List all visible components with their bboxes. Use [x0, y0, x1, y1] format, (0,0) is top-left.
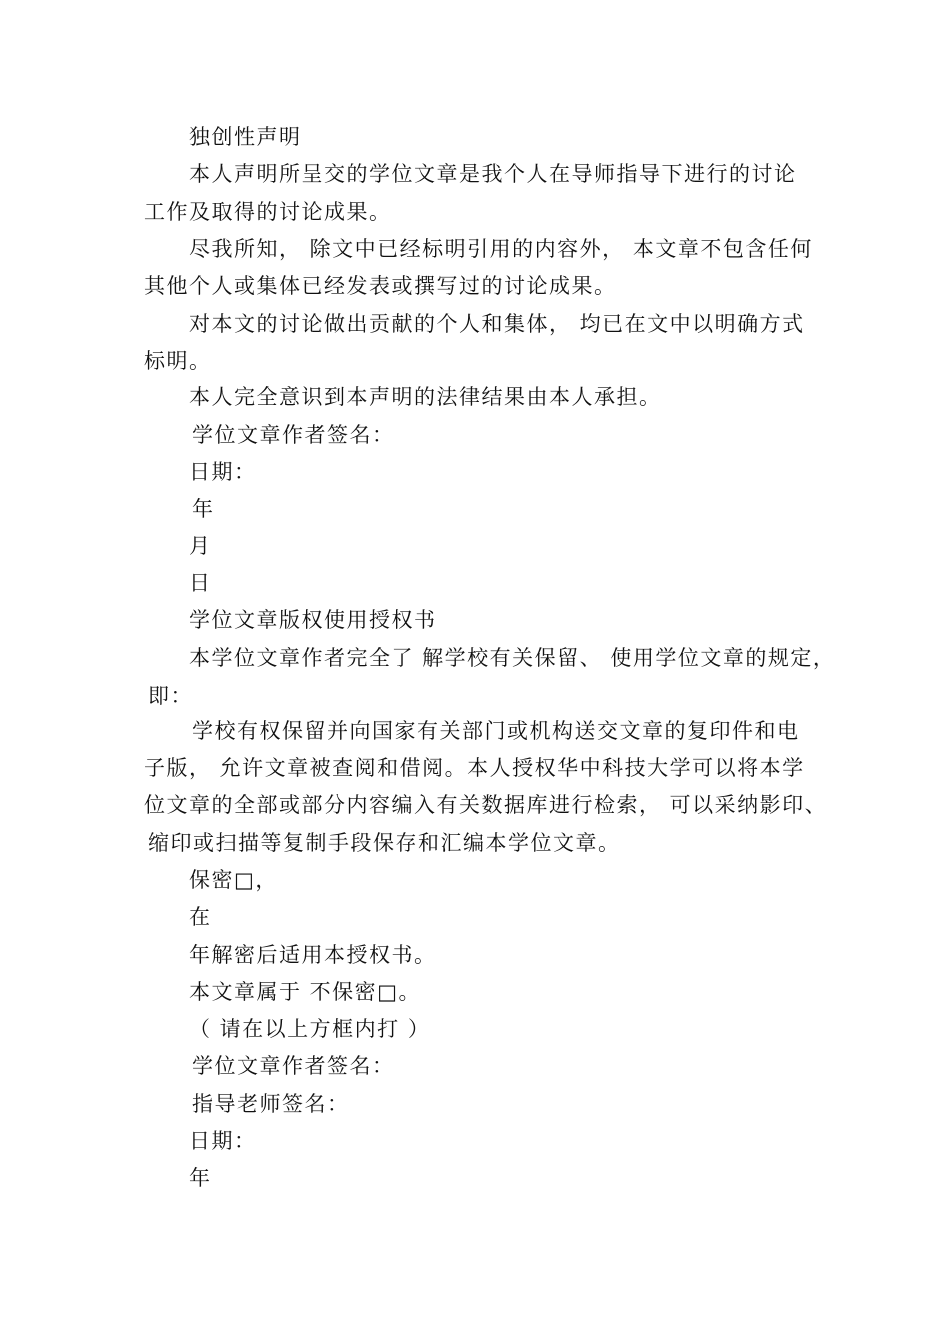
text-line: 本学位文章作者完全了 解学校有关保留、 使用学位文章的规定， [189, 646, 836, 670]
day-label: 日 [189, 571, 212, 595]
author-signature-label: 学位文章作者签名： [192, 1054, 395, 1078]
confidential-option: 保密□， [189, 868, 278, 892]
checkbox-instruction: （ 请在以上方框内打 ） [189, 1017, 431, 1041]
text-line: 缩印或扫描等复制手段保存和汇编本学位文章。 [148, 831, 621, 855]
text-line: 位文章的全部或部分内容编入有关数据库进行检索， 可以采纳影印、 [144, 793, 828, 817]
advisor-signature-label: 指导老师签名： [192, 1092, 350, 1116]
text-line: 本人完全意识到本声明的法律结果由本人承担。 [189, 385, 662, 409]
text-line: 工作及取得的讨论成果。 [144, 200, 392, 224]
text-line: 尽我所知， 除文中已经标明引用的内容外， 本文章不包含任何 [189, 237, 813, 261]
year-label: 年 [192, 497, 215, 521]
text-line: 其他个人或集体已经发表或撰写过的讨论成果。 [144, 274, 617, 298]
text-line: 子版， 允许文章被查阅和借阅。本人授权华中科技大学可以将本学 [144, 756, 805, 780]
text-line: 年解密后适用本授权书。 [189, 943, 437, 967]
declaration-heading: 独创性声明 [189, 125, 302, 149]
text-line: 本人声明所呈交的学位文章是我个人在导师指导下进行的讨论 [189, 162, 797, 186]
authorization-heading: 学位文章版权使用授权书 [189, 608, 437, 632]
text-line: 学校有权保留并向国家有关部门或机构送交文章的复印件和电 [192, 719, 800, 743]
text-line: 即： [148, 684, 193, 708]
text-line: 对本文的讨论做出贡献的个人和集体， 均已在文中以明确方式 [189, 312, 805, 336]
month-label: 月 [189, 534, 212, 558]
text-line: 在 [189, 905, 212, 929]
date-label: 日期： [189, 1129, 257, 1153]
year-label: 年 [189, 1166, 212, 1190]
author-signature-label: 学位文章作者签名： [192, 423, 395, 447]
non-confidential-option: 本文章属于 不保密□。 [189, 980, 422, 1004]
date-label: 日期： [189, 460, 257, 484]
text-line: 标明。 [144, 349, 212, 373]
